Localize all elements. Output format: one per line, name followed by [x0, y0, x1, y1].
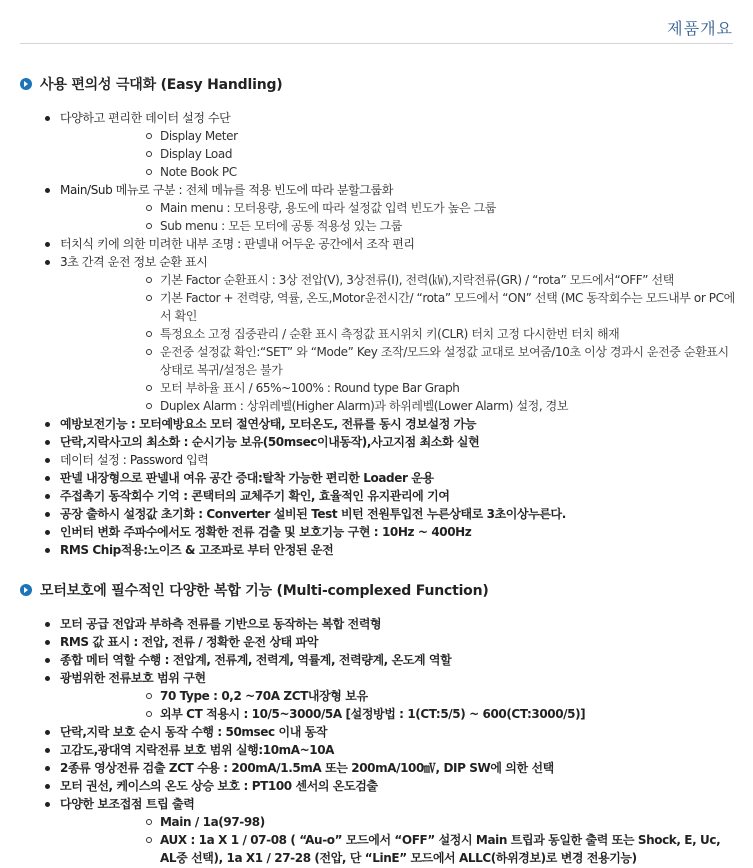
bullet-dot-icon: [45, 676, 50, 681]
sub-list-item: [60, 813, 753, 831]
sub-list-item-text: 70 Type : 0,2 ~70A ZCT내장형 보유: [160, 689, 368, 703]
sub-list: [60, 127, 753, 181]
section-title: 사용 편의성 극대화 (Easy Handling): [40, 77, 283, 93]
bullet-dot-icon: [45, 530, 50, 535]
sub-list: [60, 271, 753, 415]
bullet-ring-icon: [146, 711, 152, 717]
list-item-text: RMS 값 표시 : 전압, 전류 / 정확한 운전 상태 파악: [60, 635, 319, 649]
list-item: [0, 181, 753, 235]
section-multi-function-heading: [20, 580, 489, 600]
list-item-text: 터치식 키에 의한 미려한 내부 조명 : 판넬내 어두운 공간에서 조작 편리: [60, 237, 415, 251]
sub-list-item: [60, 217, 753, 235]
sub-list-item: [60, 705, 753, 723]
bullet-ring-icon: [146, 205, 152, 211]
sub-list-item-text: 기본 Factor 순환표시 : 3상 전압(V), 3상전류(I), 전력(㎾),지락전류(GR) / “rota” 모드에서“OFF” 선택: [160, 273, 674, 287]
bullet-dot-icon: [45, 748, 50, 753]
list-item: [0, 795, 753, 867]
bullet-ring-icon: [146, 331, 152, 337]
bullet-dot-icon: [45, 658, 50, 663]
section-easy-handling-heading: [20, 74, 283, 94]
sub-list-item: [60, 831, 753, 867]
list-item: [0, 633, 753, 651]
list-item: [0, 415, 753, 433]
list-item: [0, 723, 753, 741]
bullet-ring-icon: [146, 169, 152, 175]
bullet-ring-icon: [146, 819, 152, 825]
bullet-dot-icon: [45, 242, 50, 247]
sub-list-item: [60, 325, 753, 343]
list-item-text: 판넬 내장형으로 판넬내 여유 공간 증대:탈착 가능한 편리한 Loader 운용: [60, 471, 434, 485]
list-item-text: 모터 공급 전압과 부하측 전류를 기반으로 동작하는 복합 전력형: [60, 617, 382, 631]
bullet-dot-icon: [45, 766, 50, 771]
sub-list-item-text: Display Load: [160, 147, 233, 161]
bullet-dot-icon: [45, 512, 50, 517]
list-item: [0, 469, 753, 487]
sub-list-item: [60, 199, 753, 217]
sub-list-item-text: Note Book PC: [160, 165, 237, 179]
sub-list-item-text: 운전중 설정값 확인:“SET” 와 “Mode” Key 조작/모드와 설정값 교대로 보여줌/10초 이상 경과시 운전중 순환표시상태로 복귀/설정은 불가: [160, 345, 729, 377]
list-item-text: 단락,지락사고의 최소화 : 순시기능 보유(50msec이내동작),사고지점 최소화 실현: [60, 435, 480, 449]
sub-list-item-text: Sub menu : 모든 모터에 공통 적용성 있는 그룹: [160, 219, 402, 233]
list-item: [0, 235, 753, 253]
sub-list-item-text: AUX : 1a X 1 / 07-08 ( “Au-o” 모드에서 “OFF” 설정시 Main 트립과 동일한 출력 또는 Shock, E, Uc, AL중 선택), 1a X1 / 27-28 (전압, 단 “LinE” 모드에서 ALLC(하위경보)로 변경 전용기능): [160, 833, 721, 865]
section-bullet-icon: [20, 78, 32, 90]
list-item-text: 모터 권선, 케이스의 온도 상승 보호 : PT100 센서의 온도검출: [60, 779, 378, 793]
bullet-dot-icon: [45, 458, 50, 463]
sub-list: [60, 687, 753, 723]
bullet-ring-icon: [146, 349, 152, 355]
sub-list-item-text: 기본 Factor + 전력량, 역률, 온도,Motor운전시간/ “rota” 모드에서 “ON” 선택 (MC 동작회수는 모드내부 or PC에서 확인: [160, 291, 735, 323]
bullet-dot-icon: [45, 422, 50, 427]
list-item-text: 고감도,광대역 지락전류 보호 범위 실행:10mA~10A: [60, 743, 335, 757]
list-item-text: 2종류 영상전류 검출 ZCT 수용 : 200mA/1.5mA 또는 200mA/100㎷, DIP SW에 의한 선택: [60, 761, 554, 775]
bullet-ring-icon: [146, 837, 152, 843]
list-item: [0, 523, 753, 541]
list-item: [0, 741, 753, 759]
list-item-text: 3초 간격 운전 정보 순환 표시: [60, 255, 208, 269]
bullet-dot-icon: [45, 440, 50, 445]
bullet-ring-icon: [146, 151, 152, 157]
sub-list-item-text: Main / 1a(97-98): [160, 815, 265, 829]
bullet-ring-icon: [146, 277, 152, 283]
list-item-text: 광범위한 전류보호 범위 구현: [60, 671, 206, 685]
list-item-text: 다양한 보조접점 트립 출력: [60, 797, 195, 811]
bullet-dot-icon: [45, 548, 50, 553]
bullet-dot-icon: [45, 260, 50, 265]
bullet-dot-icon: [45, 784, 50, 789]
sub-list-item: [60, 145, 753, 163]
bullet-dot-icon: [45, 476, 50, 481]
sub-list-item-text: 모터 부하율 표시 / 65%~100% : Round type Bar Graph: [160, 381, 460, 395]
sub-list-item-text: 특정요소 고정 집중관리 / 순환 표시 측정값 표시위치 키(CLR) 터치 고정 다시한번 터치 해재: [160, 327, 620, 341]
bullet-ring-icon: [146, 693, 152, 699]
list-item-text: Main/Sub 메뉴로 구분 : 전체 메뉴를 적용 빈도에 따라 분할그룹화: [60, 183, 393, 197]
list-item-text: 종합 메터 역할 수행 : 전압계, 전류계, 전력계, 역률계, 전력량계, 온도계 역할: [60, 653, 452, 667]
sub-list-item-text: 외부 CT 적용시 : 10/5~3000/5A [설정방법 : 1(CT:5/5) ~ 600(CT:3000/5)]: [160, 707, 586, 721]
sub-list-item: [60, 687, 753, 705]
list-item: [0, 651, 753, 669]
sub-list: [60, 813, 753, 867]
list-item: [0, 615, 753, 633]
list-item-text: 단락,지락 보호 순시 동작 수행 : 50msec 이내 동작: [60, 725, 328, 739]
multi-function-list: [0, 615, 753, 867]
list-item-text: 데이터 설정 : Password 입력: [60, 453, 209, 467]
sub-list-item: [60, 379, 753, 397]
easy-handling-list: [0, 109, 753, 559]
list-item: [0, 505, 753, 523]
sub-list-item: [60, 271, 753, 289]
list-item-text: 주접촉기 동작회수 기억 : 콘택터의 교체주기 확인, 효율적인 유지관리에 기여: [60, 489, 450, 503]
list-item: [0, 487, 753, 505]
sub-list-item: [60, 163, 753, 181]
list-item: [0, 669, 753, 723]
list-item: [0, 541, 753, 559]
section-bullet-icon: [20, 584, 32, 596]
list-item: [0, 109, 753, 181]
bullet-dot-icon: [45, 116, 50, 121]
bullet-dot-icon: [45, 494, 50, 499]
list-item-text: 공장 출하시 설정값 초기화 : Converter 설비된 Test 비턴 전원투입전 누른상태로 3초이상누른다.: [60, 507, 566, 521]
sub-list-item: [60, 289, 753, 325]
sub-list-item: [60, 397, 753, 415]
sub-list: [60, 199, 753, 235]
sub-list-item-text: Display Meter: [160, 129, 238, 143]
sub-list-item: [60, 343, 753, 379]
page-title: 제품개요: [667, 19, 733, 38]
bullet-dot-icon: [45, 640, 50, 645]
list-item-text: 인버터 변화 주파수에서도 정확한 전류 검출 및 보호기능 구현 : 10Hz ~ 400Hz: [60, 525, 472, 539]
bullet-ring-icon: [146, 403, 152, 409]
bullet-dot-icon: [45, 188, 50, 193]
list-item-text: 다양하고 편리한 데이터 설정 수단: [60, 111, 231, 125]
sub-list-item: [60, 127, 753, 145]
bullet-ring-icon: [146, 133, 152, 139]
sub-list-item-text: Duplex Alarm : 상위레벨(Higher Alarm)과 하위레벨(Lower Alarm) 설정, 경보: [160, 399, 569, 413]
page-header: [20, 0, 733, 44]
bullet-dot-icon: [45, 730, 50, 735]
list-item: [0, 253, 753, 415]
bullet-ring-icon: [146, 223, 152, 229]
section-title: 모터보호에 필수적인 다양한 복합 기능 (Multi-complexed Function): [40, 583, 489, 599]
bullet-dot-icon: [45, 622, 50, 627]
list-item: [0, 759, 753, 777]
bullet-dot-icon: [45, 802, 50, 807]
list-item-text: RMS Chip적용:노이즈 & 고조파로 부터 안정된 운전: [60, 543, 334, 557]
list-item: [0, 777, 753, 795]
list-item: [0, 433, 753, 451]
list-item: [0, 451, 753, 469]
bullet-ring-icon: [146, 385, 152, 391]
list-item-text: 예방보전기능 : 모터예방요소 모터 절연상태, 모터온도, 전류를 동시 경보설정 가능: [60, 417, 477, 431]
bullet-ring-icon: [146, 295, 152, 301]
sub-list-item-text: Main menu : 모터용량, 용도에 따라 설정값 입력 빈도가 높은 그룹: [160, 201, 496, 215]
